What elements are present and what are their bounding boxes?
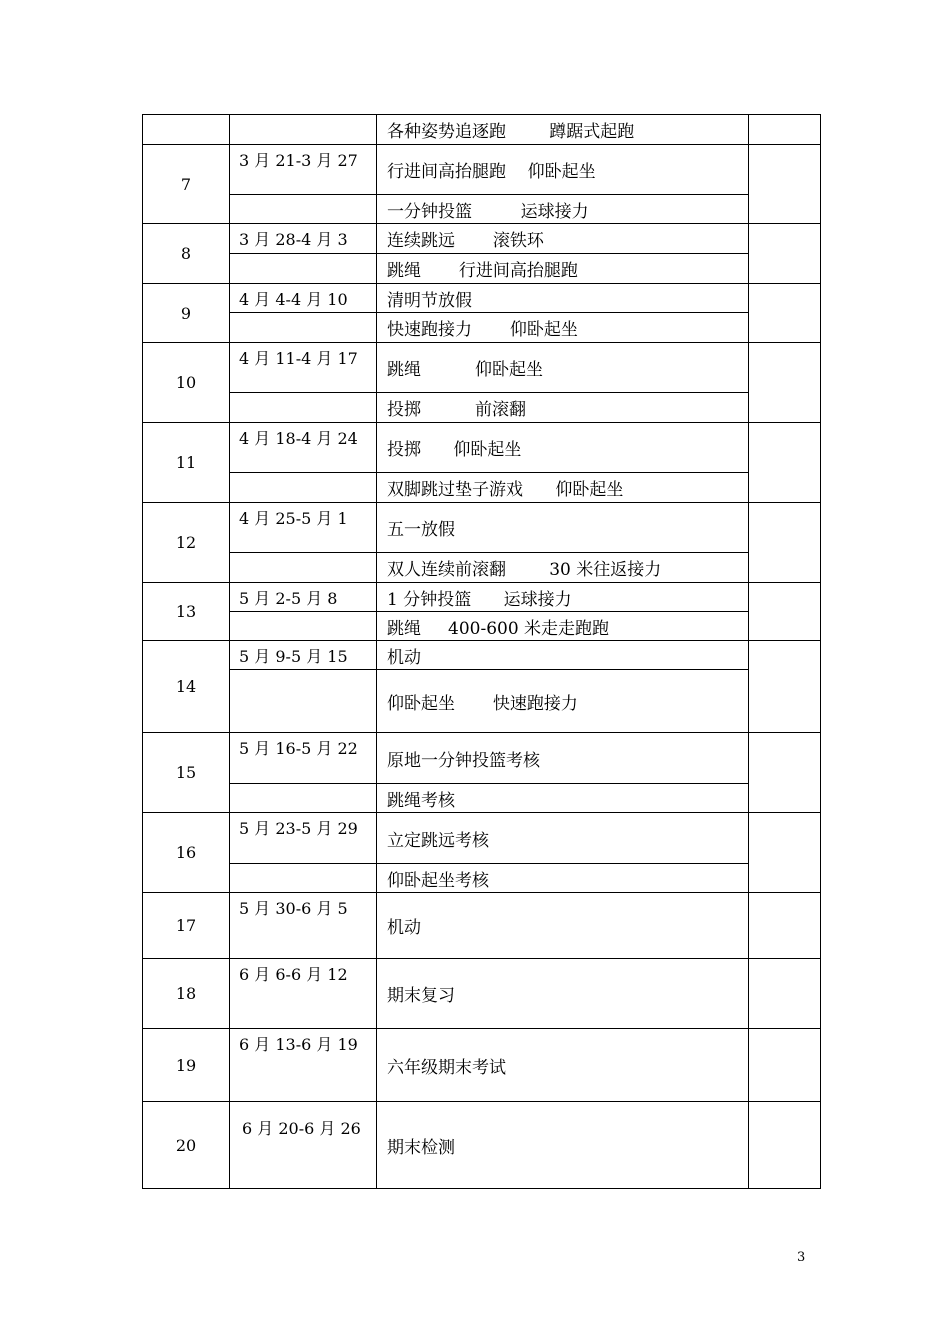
date-cell: 5 月 30-6 月 5: [230, 893, 377, 959]
table-row: [143, 195, 821, 224]
date-cell: [230, 784, 377, 813]
content-cell: 仰卧起坐 快速跑接力: [377, 670, 749, 733]
date-cell: [230, 553, 377, 583]
date-cell: [230, 473, 377, 503]
week-cell: 13: [143, 583, 230, 641]
content-cell: 一分钟投篮 运球接力: [377, 195, 749, 224]
table-row: [143, 284, 821, 313]
table-row: [143, 959, 821, 1029]
week-cell: 9: [143, 284, 230, 343]
page-number: 3: [797, 1250, 806, 1265]
date-cell: 4 月 4-4 月 10: [230, 284, 377, 313]
table-row: [143, 473, 821, 503]
table-row: [143, 1029, 821, 1102]
note-cell: [749, 733, 821, 813]
note-cell: [749, 893, 821, 959]
table-row: [143, 583, 821, 612]
content-cell: 1 分钟投篮 运球接力: [377, 583, 749, 612]
date-cell: 3 月 21-3 月 27: [230, 145, 377, 195]
table-row: [143, 733, 821, 784]
table-row: [143, 612, 821, 641]
date-cell: [230, 195, 377, 224]
date-cell: 4 月 25-5 月 1: [230, 503, 377, 553]
table-row: [143, 553, 821, 583]
note-cell: [749, 224, 821, 284]
date-cell: [230, 313, 377, 343]
table-row: [143, 343, 821, 393]
content-cell: 跳绳 行进间高抬腿跑: [377, 254, 749, 284]
note-cell: [749, 115, 821, 145]
content-cell: 各种姿势追逐跑 蹲踞式起跑: [377, 115, 749, 145]
week-cell: [143, 115, 230, 145]
date-cell: 5 月 23-5 月 29: [230, 813, 377, 864]
table-row: [143, 423, 821, 473]
note-cell: [749, 343, 821, 423]
content-cell: 期末检测: [377, 1102, 749, 1189]
table-row: [143, 115, 821, 145]
table-row: [143, 784, 821, 813]
content-cell: 快速跑接力 仰卧起坐: [377, 313, 749, 343]
date-cell: 4 月 18-4 月 24: [230, 423, 377, 473]
content-cell: 双人连续前滚翻 30 米往返接力: [377, 553, 749, 583]
content-cell: 机动: [377, 641, 749, 670]
content-cell: 机动: [377, 893, 749, 959]
content-cell: 原地一分钟投篮考核: [377, 733, 749, 784]
week-cell: 8: [143, 224, 230, 284]
table-row: [143, 254, 821, 284]
date-cell: [230, 864, 377, 893]
table-row: [143, 893, 821, 959]
table-row: [143, 864, 821, 893]
date-cell: [230, 115, 377, 145]
table-row: [143, 670, 821, 733]
note-cell: [749, 503, 821, 583]
schedule-table: [142, 114, 821, 1189]
week-cell: 7: [143, 145, 230, 224]
content-cell: 双脚跳过垫子游戏 仰卧起坐: [377, 473, 749, 503]
table-row: [143, 393, 821, 423]
week-cell: 12: [143, 503, 230, 583]
note-cell: [749, 959, 821, 1029]
week-cell: 19: [143, 1029, 230, 1102]
date-cell: [230, 254, 377, 284]
date-cell: 5 月 9-5 月 15: [230, 641, 377, 670]
week-cell: 10: [143, 343, 230, 423]
content-cell: 六年级期末考试: [377, 1029, 749, 1102]
date-cell: [230, 670, 377, 733]
date-cell: 5 月 16-5 月 22: [230, 733, 377, 784]
date-cell: 3 月 28-4 月 3: [230, 224, 377, 254]
date-cell: 5 月 2-5 月 8: [230, 583, 377, 612]
content-cell: 立定跳远考核: [377, 813, 749, 864]
week-cell: 15: [143, 733, 230, 813]
week-cell: 16: [143, 813, 230, 893]
note-cell: [749, 145, 821, 224]
date-cell: 6 月 6-6 月 12: [230, 959, 377, 1029]
note-cell: [749, 1029, 821, 1102]
content-cell: 投掷 前滚翻: [377, 393, 749, 423]
date-cell: [230, 393, 377, 423]
content-cell: 仰卧起坐考核: [377, 864, 749, 893]
table-row: [143, 641, 821, 670]
table-row: [143, 313, 821, 343]
content-cell: 期末复习: [377, 959, 749, 1029]
content-cell: 跳绳 400-600 米走走跑跑: [377, 612, 749, 641]
note-cell: [749, 641, 821, 733]
note-cell: [749, 1102, 821, 1189]
content-cell: 清明节放假: [377, 284, 749, 313]
note-cell: [749, 583, 821, 641]
table-row: [143, 224, 821, 254]
note-cell: [749, 284, 821, 343]
table-row: [143, 1102, 821, 1189]
content-cell: 跳绳 仰卧起坐: [377, 343, 749, 393]
content-cell: 跳绳考核: [377, 784, 749, 813]
content-cell: 连续跳远 滚铁环: [377, 224, 749, 254]
date-cell: [230, 612, 377, 641]
date-cell: 6 月 20-6 月 26: [230, 1102, 377, 1189]
note-cell: [749, 813, 821, 893]
content-cell: 行进间高抬腿跑 仰卧起坐: [377, 145, 749, 195]
date-cell: 4 月 11-4 月 17: [230, 343, 377, 393]
date-cell: 6 月 13-6 月 19: [230, 1029, 377, 1102]
week-cell: 18: [143, 959, 230, 1029]
week-cell: 11: [143, 423, 230, 503]
content-cell: 投掷 仰卧起坐: [377, 423, 749, 473]
table-row: [143, 813, 821, 864]
week-cell: 17: [143, 893, 230, 959]
table-row: [143, 145, 821, 195]
table-row: [143, 503, 821, 553]
content-cell: 五一放假: [377, 503, 749, 553]
week-cell: 14: [143, 641, 230, 733]
note-cell: [749, 423, 821, 503]
week-cell: 20: [143, 1102, 230, 1189]
